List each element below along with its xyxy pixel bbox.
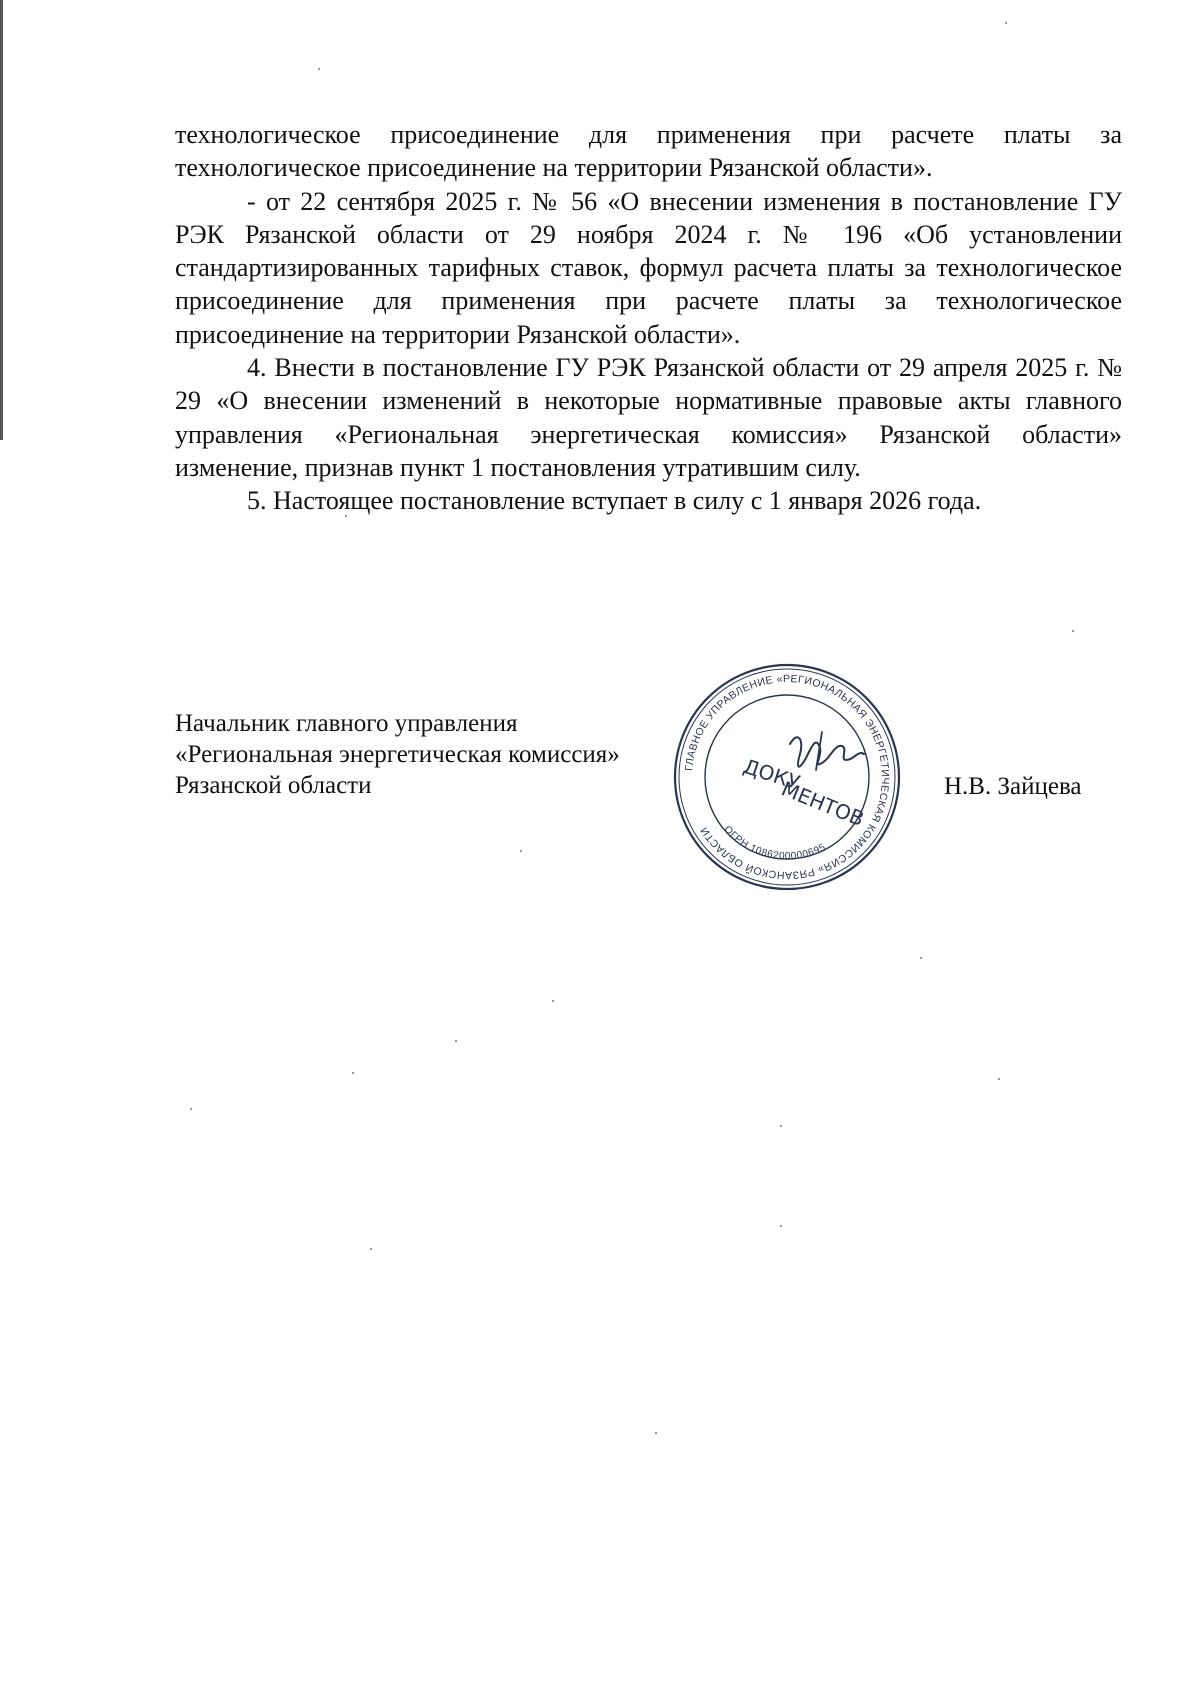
scan-speck	[998, 1078, 1000, 1080]
scan-speck	[520, 850, 522, 852]
scan-speck	[352, 1072, 354, 1074]
signatory-name: Н.В. Зайцева	[944, 773, 1082, 800]
scan-speck	[190, 1108, 192, 1110]
scan-speck	[370, 1248, 372, 1250]
paragraph-continuation: технологическое присоединение для применения при расчете платы за технологическое присоединение на территории Рязанской области».	[175, 120, 1122, 183]
signatory-title-line: «Региональная энергетическая комиссия»	[175, 741, 620, 768]
scan-speck	[780, 1225, 782, 1227]
scan-speck	[455, 1040, 457, 1042]
paragraph-item-5: 5. Настоящее постановление вступает в силу с 1 января 2026 года.	[247, 486, 982, 516]
official-seal	[672, 662, 902, 892]
scan-speck	[780, 1125, 782, 1127]
seal-center-suffix: МЕНТОВ	[778, 776, 868, 832]
signatory-title-line: Начальник главного управления	[175, 710, 518, 737]
document-body	[175, 118, 1122, 518]
scan-edge-mark	[0, 0, 3, 440]
seal-ring-text: ГЛАВНОЕ УПРАВЛЕНИЕ «РЕГИОНАЛЬНАЯ ЭНЕРГЕТИЧЕСКАЯ КОМИССИЯ» РЯЗАНСКОЙ ОБЛАСТИ	[683, 672, 892, 882]
seal-ogrn-text: ОГРН 1086200000695	[721, 823, 828, 863]
scan-speck	[1072, 630, 1074, 632]
scan-speck	[552, 1000, 554, 1002]
paragraph-amendment-56: - от 22 сентября 2025 г. № 56 «О внесении изменения в постановление ГУ РЭК Рязанской области от 29 ноября 2024 г. № 196 «Об установлении стандартизированных тарифных ставок, формул расчета платы за технологическое присоединение для применения при расчете платы за технологическое присоединение на территории Рязанской области».	[175, 186, 1122, 349]
signatory-title	[175, 708, 620, 801]
scan-speck	[318, 68, 320, 70]
seal-center-prefix: ДОКУ	[740, 753, 803, 795]
handwritten-signature	[790, 737, 864, 766]
paragraph-item-4: 4. Внести в постановление ГУ РЭК Рязанской области от 29 апреля 2025 г. № 29 «О внесении изменений в некоторые нормативные правовые акты главного управления «Региональная энергетическая комиссия» Рязанской области» изменение, признав пункт 1 постановления утратившим силу.	[175, 353, 1122, 482]
scan-speck	[655, 1432, 657, 1434]
scan-speck	[920, 957, 922, 959]
scan-speck	[1005, 22, 1007, 24]
signatory-title-line: Рязанской области	[175, 772, 372, 799]
scan-speck	[345, 515, 347, 517]
